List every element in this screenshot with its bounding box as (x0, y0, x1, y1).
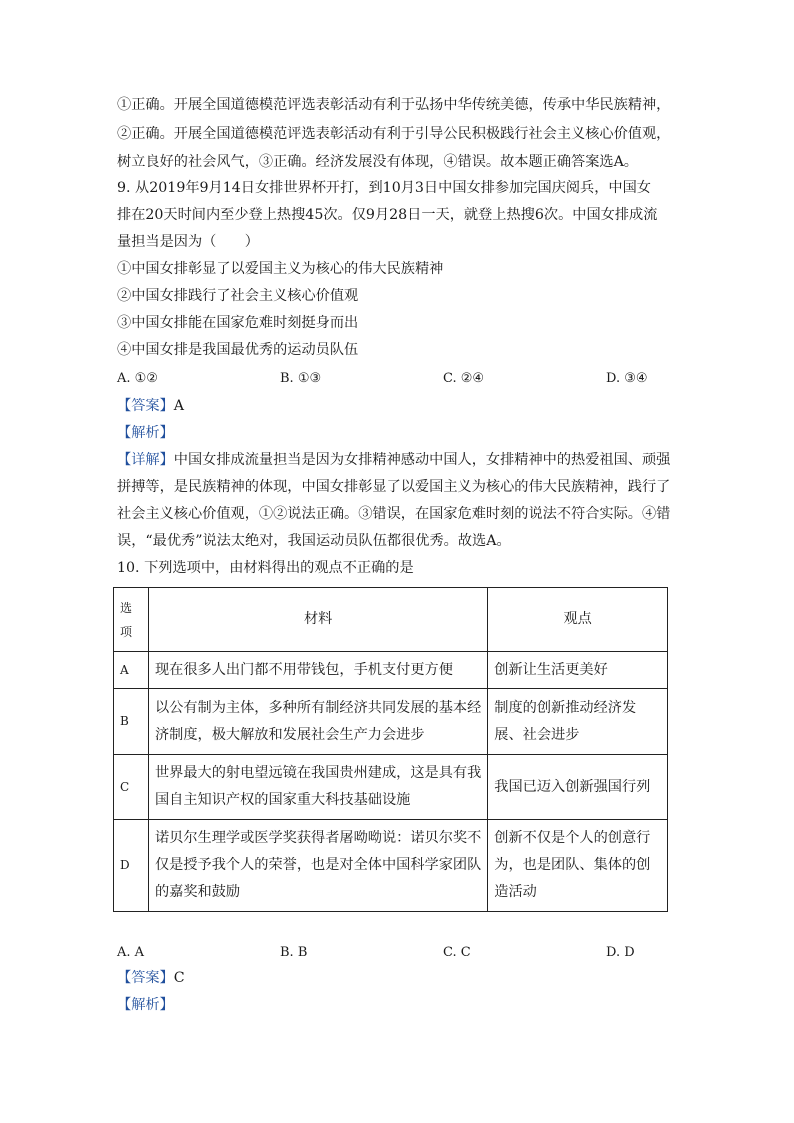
question-9-item: ③中国女排能在国家危难时刻挺身而出 (117, 315, 359, 331)
option-b: B. ①③ (280, 371, 322, 386)
paragraph-line: 树立良好的社会风气，③正确。经济发展没有体现，④错误。故本题正确答案选A。 (117, 154, 638, 170)
material-table (113, 587, 668, 912)
row-view: 我国已迈入创新强国行列 (488, 755, 668, 820)
question-9-item: ①中国女排彰显了以爱国主义为核心的伟大民族精神 (117, 261, 444, 277)
row-material: 世界最大的射电望远镜在我国贵州建成，这是具有我国自主知识产权的国家重大科技基础设施 (148, 755, 487, 820)
row-option: A (114, 652, 149, 689)
option-c: C. C (443, 945, 471, 960)
paragraph-line: ②正确。开展全国道德模范评选表彰活动有利于引导公民积极践行社会主义核心价值观， (117, 126, 671, 142)
table-row (114, 755, 668, 820)
option-b: B. B (280, 945, 308, 960)
row-view: 创新让生活更美好 (488, 652, 668, 689)
option-a: A. A (117, 945, 145, 960)
question-9-stem: 排在20天时间内至少登上热搜45次。仅9月28日一天，就登上热搜6次。中国女排成流 (117, 207, 658, 223)
analysis-line (117, 995, 174, 1015)
option-a: A. ①② (117, 371, 158, 386)
answer-line (117, 396, 184, 416)
analysis-tag: 【解析】 (117, 997, 174, 1013)
table-row (114, 652, 668, 689)
option-d: D. D (606, 945, 635, 960)
question-9-stem: 9. 从2019年9月14日女排世界杯开打，到10月3日中国女排参加完国庆阅兵，中国女 (117, 180, 651, 196)
option-d: D. ③④ (606, 371, 648, 386)
row-option: D (114, 820, 149, 912)
row-option: B (114, 689, 149, 755)
answer-line (117, 968, 185, 988)
detail-text: 中国女排成流量担当是因为女排精神感动中国人，女排精神中的热爱祖国、顽强 (173, 452, 671, 468)
detail-tag: 【详解】 (117, 452, 174, 468)
row-view: 创新不仅是个人的创意行为，也是团队、集体的创造活动 (488, 820, 668, 912)
table-row (114, 689, 668, 755)
detail-line (117, 450, 670, 470)
detail-line: 拼搏等，是民族精神的体现，中国女排彰显了以爱国主义为核心的伟大民族精神，践行了 (117, 479, 671, 495)
analysis-line (117, 423, 174, 443)
header-view: 观点 (488, 588, 668, 652)
option-c: C. ②④ (443, 371, 485, 386)
row-material: 以公有制为主体，多种所有制经济共同发展的基本经济制度，极大解放和发展社会生产力会进步 (148, 689, 487, 755)
question-10-stem: 10. 下列选项中，由材料得出的观点不正确的是 (117, 560, 414, 576)
header-option: 选项 (114, 588, 149, 652)
row-material: 诺贝尔生理学或医学奖获得者屠呦呦说：诺贝尔奖不仅是授予我个人的荣誉，也是对全体中国科学家团队的嘉奖和鼓励 (148, 820, 487, 912)
answer-tag: 【答案】 (117, 398, 174, 414)
table-row (114, 820, 668, 912)
question-9-stem: 量担当是因为（ ） (117, 234, 259, 250)
row-material: 现在很多人出门都不用带钱包，手机支付更方便 (148, 652, 487, 689)
question-9-item: ②中国女排践行了社会主义核心价值观 (117, 288, 359, 304)
answer-value: A (173, 398, 185, 414)
analysis-tag: 【解析】 (117, 425, 174, 441)
paragraph-line: ①正确。开展全国道德模范评选表彰活动有利于弘扬中华传统美德，传承中华民族精神， (117, 97, 671, 113)
row-view: 制度的创新推动经济发展、社会进步 (488, 689, 668, 755)
answer-value: C (173, 970, 185, 986)
header-material: 材料 (148, 588, 487, 652)
detail-line: 社会主义核心价值观，①②说法正确。③错误，在国家危难时刻的说法不符合实际。④错 (117, 506, 671, 522)
answer-tag: 【答案】 (117, 970, 174, 986)
question-9-item: ④中国女排是我国最优秀的运动员队伍 (117, 342, 359, 358)
row-option: C (114, 755, 149, 820)
table-header-row (114, 588, 668, 652)
detail-line: 误，“最优秀”说法太绝对，我国运动员队伍都很优秀。故选A。 (117, 533, 511, 549)
